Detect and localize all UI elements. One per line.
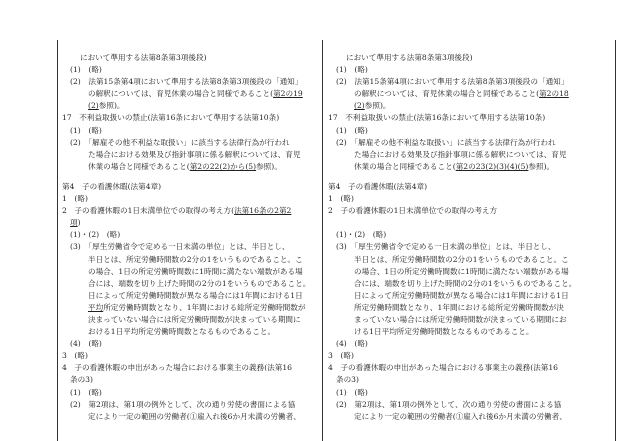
text-line: 決まっていない場合には所定労働時間数が決まっている期間に xyxy=(88,314,301,324)
text-line: (1)・(2) (略) xyxy=(70,230,121,240)
text-line: (4) (略) xyxy=(336,339,368,349)
text-span: 休業の場合と同様であること( xyxy=(354,161,456,171)
right-column xyxy=(328,52,586,423)
text-line: (1) (略) xyxy=(70,125,102,135)
text-line xyxy=(62,161,320,173)
text-line: (2) 第2項は、第1項の例外として、次の通り労使の書面による協 xyxy=(336,399,562,409)
text-line: 条の3) xyxy=(336,375,359,385)
text-line: 1 (略) xyxy=(62,194,88,204)
text-line: (1) (略) xyxy=(336,65,368,75)
text-line: の場合、1日の所定労働時間数に1時間に満たない端数がある場 xyxy=(88,266,303,276)
text-line: 日によって所定労働時間数が異なる場合には1年間における1日 xyxy=(88,290,303,300)
text-line: (2) 「解雇その他不利益な取扱い」に該当する法律行為が行われ xyxy=(70,137,290,147)
left-column xyxy=(62,52,320,423)
text-line xyxy=(62,302,320,314)
text-line: (2) 法第15条第4項において準用する法第8条第3項後段の「通知」 xyxy=(70,77,303,87)
text-span: の解釈については、育児休業の場合と同様であること( xyxy=(354,89,540,99)
text-span: 参照)。 xyxy=(528,161,555,171)
revised-reference: (2) xyxy=(88,101,99,111)
text-line: 日によって所定労働時間数が異なる場合には1年間における1日 xyxy=(354,290,569,300)
text-line: 合には、端数を切り上げた時間の2分の1をいうものであること。 xyxy=(88,278,311,288)
text-line: 所定労働時間数となり、1年間における総所定労働時間数が決 xyxy=(354,302,564,312)
text-line: の場合、1日の所定労働時間数に1時間に満たない端数がある場 xyxy=(354,266,569,276)
revised-reference: 第2の19 xyxy=(273,89,303,99)
text-line: 3 (略) xyxy=(328,351,354,361)
text-line: (4) (略) xyxy=(70,339,102,349)
text-line: (1) (略) xyxy=(70,65,102,75)
text-line: 合には、端数を切り上げた時間の2分の1をいうものであること。 xyxy=(354,278,577,288)
text-line: (1) (略) xyxy=(336,125,368,135)
text-line: 1 (略) xyxy=(328,194,354,204)
text-line: において準用する法第8条第3項後段) xyxy=(346,53,473,62)
chapter-heading: 第4 子の看護休暇(法第4章) xyxy=(62,181,162,191)
chapter-heading: 第4 子の看護休暇(法第4章) xyxy=(328,181,428,191)
blank-line xyxy=(328,217,586,229)
text-line: (3) 「厚生労働省令で定める一日未満の単位」とは、半日とし、 xyxy=(336,242,556,252)
text-line: 半日とは、所定労働時間数の2分の1をいうものであること。こ xyxy=(88,254,303,264)
text-line xyxy=(62,100,320,112)
text-line: 条の3) xyxy=(70,375,93,385)
text-line: (2) 第2項は、第1項の例外として、次の通り労使の書面による協 xyxy=(70,399,296,409)
text-line xyxy=(62,88,320,100)
text-line: において準用する法第8条第3項後段) xyxy=(80,53,207,62)
text-line: 4 子の看護休暇の申出があった場合における事業主の義務(法第16 xyxy=(62,363,293,373)
text-span: 休業の場合と同様であること( xyxy=(88,161,190,171)
text-span: 参照)。 xyxy=(364,101,391,111)
current-reference: 第2の23(2)(3)(4)(5) xyxy=(455,161,529,171)
text-span: 所定労働時間数となり、1年間における総所定労働時間数が xyxy=(103,302,306,312)
revised-reference: 項 xyxy=(70,218,78,228)
current-reference: (2) xyxy=(354,101,365,111)
column-divider xyxy=(322,40,323,441)
text-line: (1) (略) xyxy=(70,387,102,397)
current-reference: 第2の18 xyxy=(539,89,569,99)
section-heading: 17 不利益取扱いの禁止(法第16条において準用する法第10条) xyxy=(62,113,280,123)
text-line: ける1日平均所定労働時間数となるものであること。 xyxy=(354,327,534,337)
text-line xyxy=(328,100,586,112)
text-line: た場合における効果及び指針事項に係る解釈については、育児 xyxy=(88,149,301,159)
text-line: た場合における効果及び指針事項に係る解釈については、育児 xyxy=(354,149,567,159)
text-span: 参照)。 xyxy=(98,101,125,111)
text-line: (1)・(2) (略) xyxy=(336,230,387,240)
revised-reference: 第2の22(2)から(5) xyxy=(189,161,257,171)
text-span: の解釈については、育児休業の場合と同様であること( xyxy=(88,89,274,99)
text-line xyxy=(328,88,586,100)
text-line xyxy=(328,161,586,173)
text-line: 3 (略) xyxy=(62,351,88,361)
text-line: おける1日平均所定労働時間数となるものであること。 xyxy=(88,327,276,337)
text-line: 定により一定の範囲の労働者(①雇入れ後6か月未満の労働者、 xyxy=(88,411,301,421)
revised-reference: 法第16条の2第2 xyxy=(234,206,292,216)
text-line: (1) (略) xyxy=(336,387,368,397)
text-span: 2 子の看護休暇の1日未満単位での取得の考え方( xyxy=(62,206,235,216)
text-span: ) xyxy=(77,218,81,228)
text-line: (2) 法第15条第4項において準用する法第8条第3項後段の「通知」 xyxy=(336,77,569,87)
text-span: 参照)。 xyxy=(256,161,282,171)
text-line: (3) 「厚生労働省令で定める一日未満の単位」とは、半日とし、 xyxy=(70,242,290,252)
text-line: 2 子の看護休暇の1日未満単位での取得の考え方 xyxy=(328,206,498,216)
section-heading: 17 不利益取扱いの禁止(法第16条において準用する法第10条) xyxy=(328,113,546,123)
text-line xyxy=(62,205,320,217)
text-line: 定により一定の範囲の労働者(①雇入れ後6か月未満の労働者、 xyxy=(354,411,567,421)
revised-reference: 平均 xyxy=(88,302,104,312)
text-line: まっていない場合には所定労働時間数が決まっている期間にお xyxy=(354,314,567,324)
text-line: 半日とは、所定労働時間数の2分の1をいうものであること。こ xyxy=(354,254,569,264)
text-line: (2) 「解雇その他不利益な取扱い」に該当する法律行為が行われ xyxy=(336,137,556,147)
text-line: 4 子の看護休暇の申出があった場合における事業主の義務(法第16 xyxy=(328,363,559,373)
text-line xyxy=(62,217,320,229)
